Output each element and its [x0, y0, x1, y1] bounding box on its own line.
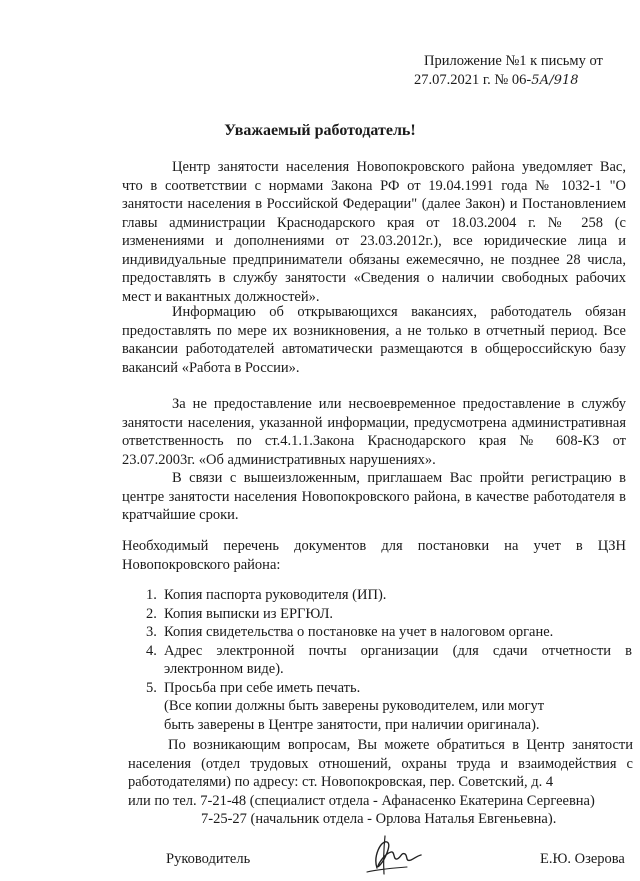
appendix-line-1: Приложение №1 к письму от — [424, 53, 603, 69]
list-item — [146, 586, 632, 605]
paragraph-text: Центр занятости населения Новопокровского района уведомляет Вас, что в соответствии с нормами Закона РФ от 19.04.1991 года № 1032-1 "О занятости населения в Российской Федерации" (далее Закон) и Постановлением главы администрации Краснодарского края от 18.03.2004 г. № 258 (с изменениями и дополнениями от 23.03.2012г.), все юридические лица и индивидуальные предприниматели обязаны ежемесячно, не позднее 28 числа, предоставлять в службу занятости «Сведения о наличии свободных рабочих мест и вакантных должностей». — [122, 159, 626, 305]
signatory-position: Руководитель — [166, 851, 251, 867]
list-text: Адрес электронной почты организации (для сдачи отчетности в электронном виде). — [164, 642, 632, 677]
paragraph-invitation — [122, 469, 626, 525]
contact-phone-1: или по тел. 7-21-48 (специалист отдела - Афанасенко Екатерина Сергеевна) — [128, 792, 595, 809]
contact-phone-2: 7-25-27 (начальник отдела - Орлова Наталья Евгеньевна). — [201, 811, 557, 827]
appendix-ref-number: 27.07.2021 г. № 06- — [414, 72, 532, 88]
paragraph-text: Информацию об открывающихся вакансиях, работодатель обязан предоставлять по мере их возникновения, а не только в отчетный период. Все вакансии работодателей автоматически размещаются в общероссийскую базу вакансий «Работа в России». — [122, 304, 626, 376]
contact-block — [128, 736, 633, 829]
list-text: Просьба при себе иметь печать. — [164, 679, 361, 696]
letter-title: Уважаемый работодатель! — [224, 122, 416, 139]
paragraph-vacancies — [122, 303, 626, 377]
list-text: Копия свидетельства о постановке на учет в налоговом органе. — [164, 624, 554, 640]
documents-list — [146, 586, 632, 734]
list-text: Копия паспорта руководителя (ИП). — [164, 587, 387, 603]
signatory-name: Е.Ю. Озерова — [540, 851, 625, 867]
appendix-line-2 — [414, 71, 634, 90]
list-item — [146, 642, 632, 679]
list-number: 2. — [146, 605, 157, 622]
list-subtext: быть заверены в Центре занятости, при наличии оригинала). — [164, 716, 540, 733]
paragraph-documents-intro — [122, 537, 626, 574]
signature-image — [355, 832, 425, 881]
list-number: 4. — [146, 642, 157, 659]
paragraph-notification — [122, 158, 626, 306]
list-number: 3. — [146, 624, 157, 640]
contact-text: По возникающим вопросам, Вы можете обратиться в Центр занятости населения (отдел трудовых отношений, охраны труда и взаимодействия с работодателями) по адресу: ст. Новопокровская, пер. Советский, д. 4 — [128, 737, 633, 790]
list-text: Копия выписки из ЕРГЮЛ. — [164, 605, 334, 622]
list-subtext: (Все копии должны быть заверены руководителем, или могут — [164, 698, 545, 714]
paragraph-liability — [122, 395, 626, 469]
list-number: 1. — [146, 587, 157, 603]
list-item — [146, 679, 632, 735]
appendix-header — [414, 52, 634, 90]
handwritten-ref-number: 5А/918 — [531, 73, 579, 88]
list-item — [146, 605, 632, 624]
list-item — [146, 623, 632, 642]
list-number: 5. — [146, 679, 157, 696]
paragraph-text: Необходимый перечень документов для постановки на учет в ЦЗН Новопокровского района: — [122, 538, 626, 573]
paragraph-text: В связи с вышеизложенным, приглашаем Вас пройти регистрацию в центре занятости населения Новопокровского района, в качестве работодателя в кратчайшие сроки. — [122, 470, 626, 523]
paragraph-text: За не предоставление или несвоевременное предоставление в службу занятости населения, указанной информации, предусмотрена административная ответственность по ст.4.1.1.Закона Краснодарского края № 608-КЗ от 23.07.2003г. «Об административных нарушениях». — [122, 396, 626, 468]
